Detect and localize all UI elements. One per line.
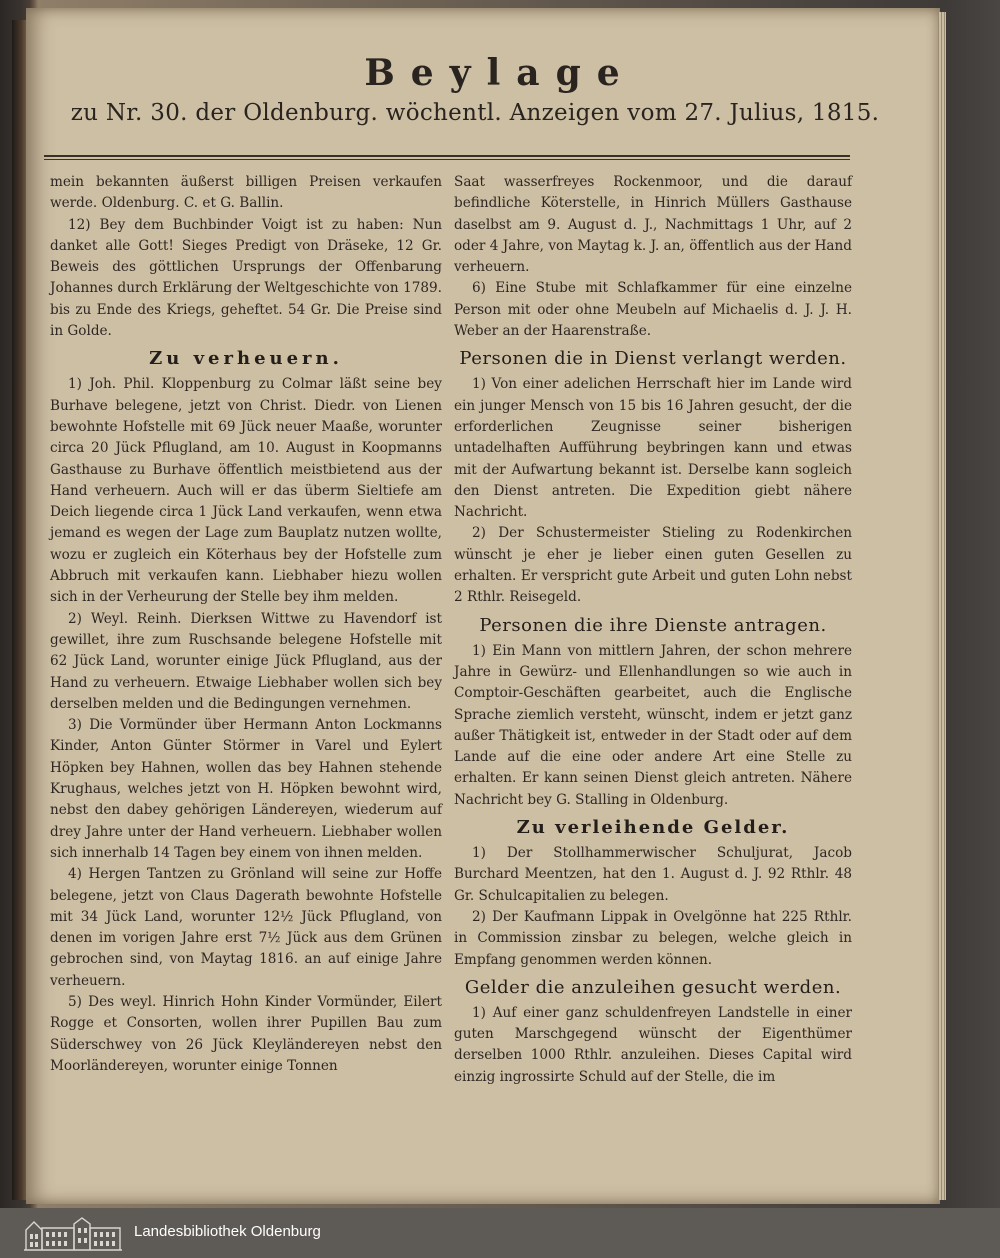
notice-antragen-1: 1) Ein Mann von mittlern Jahren, der schon mehrere Jahre in Gewürz- und Ellenhandlungen so wie auch in Comptoir-Geschäften gearbeitet, auch die Englische Sprache ziemlich versteht, wünscht, indem er jetzt ganz außer Thätigkeit ist, entweder in der Stadt oder auf dem Lande auf die eine oder andere Art eine Stelle zu erhalten. Er kann seinen Dienst gleich antreten. Nähere Nachricht bey G. Stalling in Oldenburg.	[454, 642, 852, 808]
library-name: Landesbibliothek Oldenburg	[134, 1223, 321, 1240]
notice-6-text: 6) Eine Stube mit Schlafkammer für eine einzelne Person mit oder ohne Meubeln auf Michaelis d. J.	[454, 280, 852, 318]
notice-verheuern-5-cont: Saat wasserfreyes Rockenmoor, und die darauf befindliche Köterstelle, in Hinrich Müllers Gasthause daselbst am 9. August d. J., Nachmittags 1 Uhr, auf 2 oder 4 Jahre, von Maytag k. J. an, öffentlich aus der Hand verheuern.	[454, 174, 852, 276]
notice-6-signature: J. H. Weber an der Haarenstraße.	[454, 301, 852, 340]
notice-12: 12) Bey dem Buchbinder Voigt ist zu haben: Nun danket alle Gott! Sieges Predigt von Dräseke, 12 Gr. Beweis des göttlichen Ursprungs der Offenbarung Johannes durch Erklärung der Weltgeschichte von 1789. bis zu Ende des Kriegs, geheftet. 54 Gr. Die Preise sind in Golde.	[50, 216, 442, 340]
right-column	[454, 172, 852, 1088]
notice-verheuern-4: 4) Hergen Tantzen zu Grönland will seine zur Hoffe belegene, jetzt von Claus Dagerath bewohnte Hofstelle mit 34 Jück Land, worunter 12½ Jück Pflugland, von denen im vorigen Jahre erst 7½ Jück aus dem Grünen gebrochen sind, von Maytag 1816. an auf einige Jahre verheuern.	[50, 866, 442, 989]
section-heading-anleihen: Gelder die anzuleihen gesucht werden.	[464, 976, 842, 998]
notice-gelder-2: 2) Der Kaufmann Lippak in Ovelgönne hat 225 Rthlr. in Commission zinsbar zu belegen, welche gleich in Empfang genommen werden können.	[454, 908, 852, 968]
header-rule	[44, 155, 850, 160]
section-heading-antragen: Personen die ihre Dienste antragen.	[479, 614, 827, 636]
page-subtitle: zu Nr. 30. der Oldenburg. wöchentl. Anzeigen vom 27. Julius, 1815.	[70, 100, 880, 126]
page-stack-edge	[938, 12, 946, 1200]
footer-bar	[0, 1208, 1000, 1258]
notice-dienst-2: 2) Der Schustermeister Stieling zu Rodenkirchen wünscht je eher je lieber einen guten Gesellen zu erhalten. Er verspricht gute Arbeit und guten Lohn nebst 2 Rthlr. Reisegeld.	[454, 525, 852, 606]
notice-verheuern-2: 2) Weyl. Reinh. Dierksen Wittwe zu Havendorf ist gewillet, ihre zum Ruschsande belegene Hofstelle mit 62 Jück Land, worunter einige Jück Pflugland, aus der Hand zu verheuern. Etwaige Liebhaber wollen sich bey derselben melden und die Bedingungen vernehmen.	[50, 610, 442, 712]
notice-gelder-1: 1) Der Stollhammerwischer Schuljurat, Jacob Burchard Meentzen, hat den 1. August d. J. 92 Rthlr. 48 Gr. Schulcapitalien zu belegen.	[454, 845, 852, 904]
intro-text: mein bekannten äußerst billigen Preisen verkaufen werde. Oldenburg.	[50, 174, 442, 212]
notice-verheuern-5: 5) Des weyl. Hinrich Hohn Kinder Vormünder, Eilert Rogge et Consorten, wollen ihrer Pupillen Bau zum Süderschwey von 26 Jück Kleyländereyen nebst den Moorländereyen, worunter einige Tonnen	[50, 993, 442, 1074]
notice-verheuern-3: 3) Die Vormünder über Hermann Anton Lockmanns Kinder, Anton Günter Störmer in Varel und Eylert Höpken bey Hahnen, wollen das bey Hahnen stehende Krughaus, welches jetzt von H. Höpken bewohnt wird, nebst den dabey gehörigen Ländereyen, wiederum auf drey Jahre unter der Hand verheuern. Liebhaber wollen sich innerhalb 14 Tagen bey einem von ihnen melden.	[50, 717, 442, 861]
section-heading-gelder: Zu verleihende Gelder.	[516, 817, 790, 839]
section-heading-dienst: Personen die in Dienst verlangt werden.	[459, 348, 847, 370]
notice-verheuern-1: 1) Joh. Phil. Kloppenburg zu Colmar läßt seine bey Burhave belegene, jetzt von Christ. Diedr. von Lienen bewohnte Hofstelle mit 69 Jück neuer Maaße, worunter circa 20 Jück Pflugland, am 10. August in Koopmanns Gasthause zu Burhave öffentlich meistbietend aus der Hand verheuern. Auch will er das überm Sieltiefe am Deich liegende circa 1 Jück Land verkaufen, wenn etwa jemand es wegen der Lage zum Bauplatz nutzen wollte, wozu er zugleich ein Köterhaus bey der Hofstelle zum Abbruch mit verkaufen kann. Liebhaber hiezu wollen sich in der Verheurung der Stelle bey ihm melden.	[50, 376, 442, 606]
notice-anleihen-1: 1) Auf einer ganz schuldenfreyen Landstelle in einer guten Marschgegend wünscht der Eigenthümer derselben 1000 Rthlr. anzuleihen. Dieses Capital wird einzig ingrossirte Schuld auf der Stelle, die im	[454, 1004, 852, 1085]
intro-signature: C. et G. Ballin.	[183, 195, 284, 212]
left-column	[50, 172, 442, 1077]
section-heading-verheuern: Zu verheuern.	[149, 348, 343, 370]
notice-dienst-1: 1) Von einer adelichen Herrschaft hier im Lande wird ein junger Mensch von 15 bis 16 Jahren gesucht, der die erforderlichen Zeugnisse seiner bisherigen untadelhaften Aufführung beybringen kann und etwas mit der Aufwartung bekannt ist. Derselbe kann sogleich den Dienst antreten. Die Expedition giebt nähere Nachricht.	[454, 376, 852, 521]
notice-verheuern-6	[454, 278, 852, 342]
library-building-icon	[24, 1216, 124, 1252]
page-title: Beylage	[364, 52, 636, 94]
intro-paragraph	[50, 172, 442, 215]
